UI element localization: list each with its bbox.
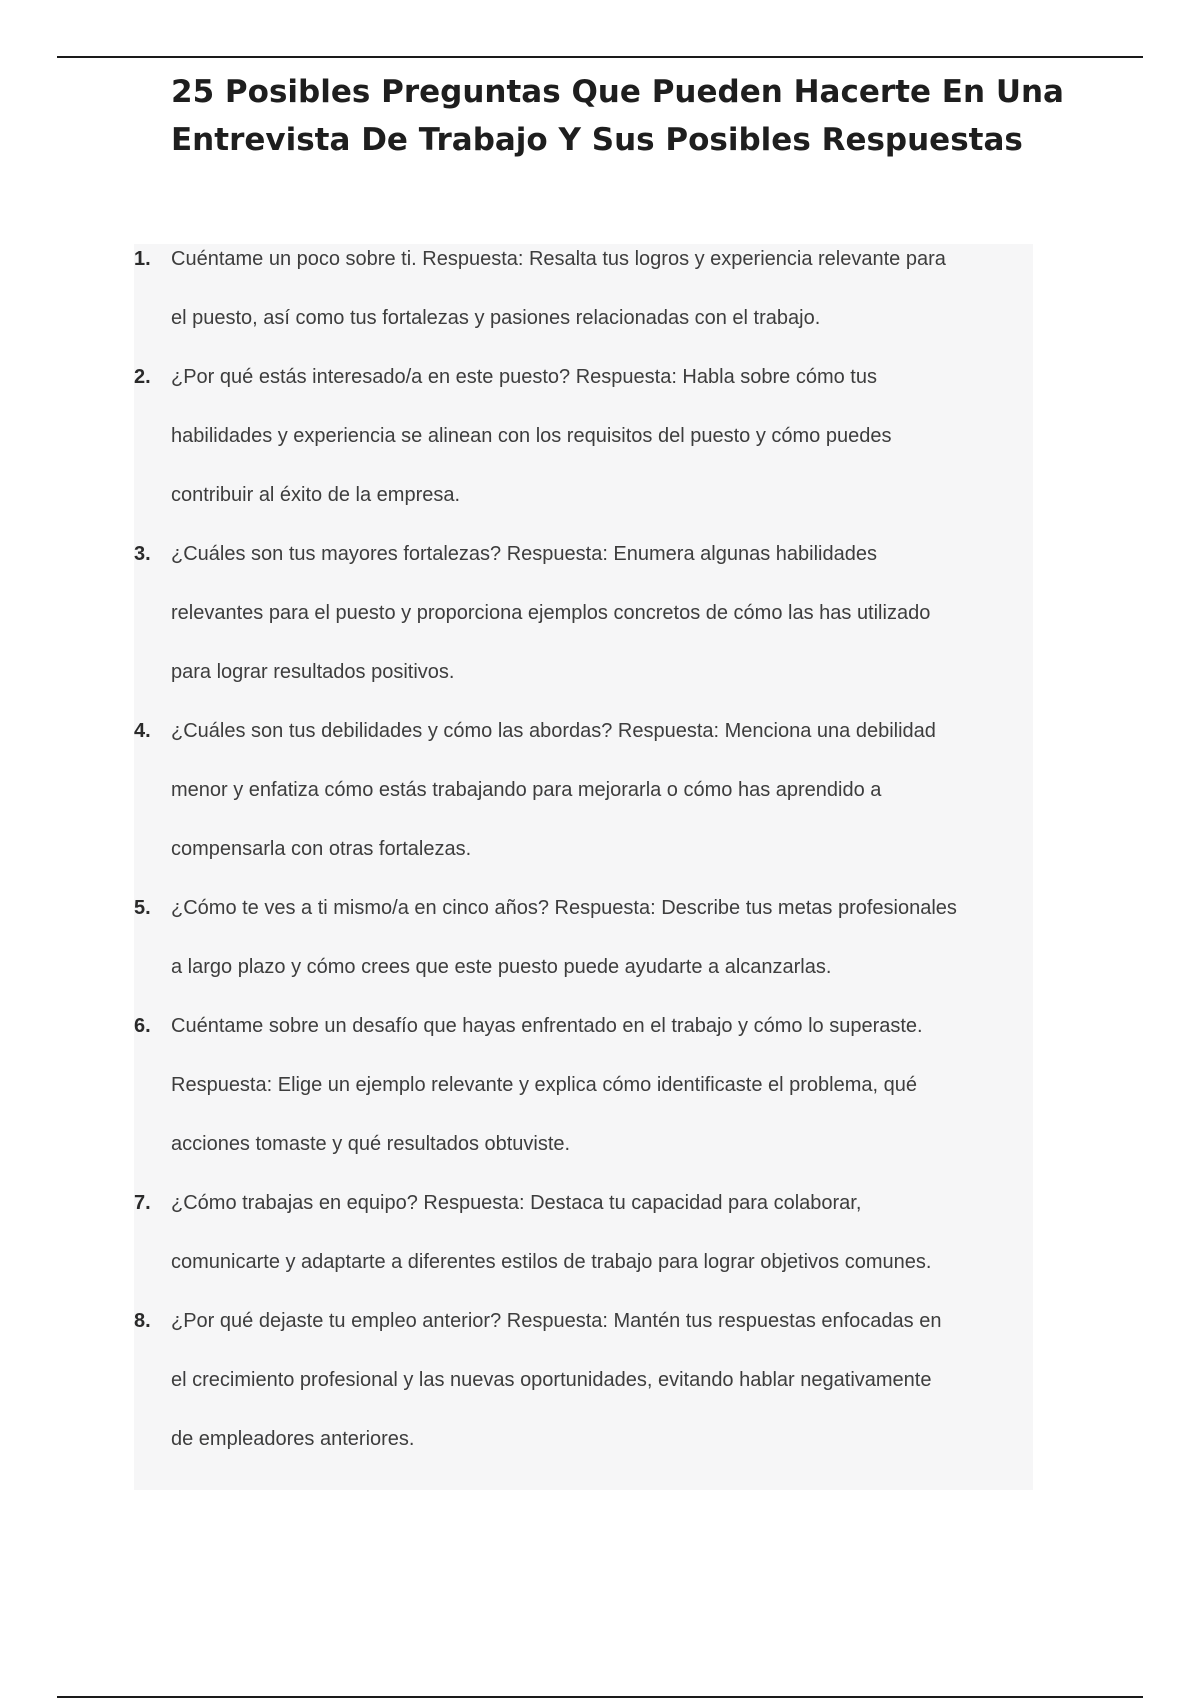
item-line: de empleadores anteriores. [171,1428,415,1450]
item-line: ¿Cuáles son tus mayores fortalezas? Respuesta: Enumera algunas habilidades [171,543,877,565]
item-line: el puesto, así como tus fortalezas y pasiones relacionadas con el trabajo. [171,307,821,329]
item-line: Cuéntame sobre un desafío que hayas enfrentado en el trabajo y cómo lo superaste. [171,1015,923,1037]
item-line: habilidades y experiencia se alinean con los requisitos del puesto y cómo puedes [171,425,892,447]
item-line: relevantes para el puesto y proporciona ejemplos concretos de cómo las has utilizado [171,602,931,624]
item-line: ¿Cómo trabajas en equipo? Respuesta: Destaca tu capacidad para colaborar, [171,1192,862,1214]
item-line: el crecimiento profesional y las nuevas oportunidades, evitando hablar negativamente [171,1369,932,1391]
item-number: 5. [134,897,151,919]
title-line: Entrevista De Trabajo Y Sus Posibles Respuestas [171,122,1023,158]
item-number: 6. [134,1015,151,1037]
top-rule [57,56,1143,58]
item-line: ¿Cómo te ves a ti mismo/a en cinco años? Respuesta: Describe tus metas profesionales [171,897,957,919]
item-line: compensarla con otras fortalezas. [171,838,472,860]
item-number: 8. [134,1310,151,1332]
item-line: para lograr resultados positivos. [171,661,455,683]
item-line: ¿Por qué dejaste tu empleo anterior? Respuesta: Mantén tus respuestas enfocadas en [171,1310,942,1332]
item-line: a largo plazo y cómo crees que este puesto puede ayudarte a alcanzarlas. [171,956,832,978]
item-line: Cuéntame un poco sobre ti. Respuesta: Resalta tus logros y experiencia relevante para [171,248,946,270]
document-title [171,68,1071,164]
item-number: 7. [134,1192,151,1214]
item-line: Respuesta: Elige un ejemplo relevante y explica cómo identificaste el problema, qué [171,1074,917,1096]
questions-list [134,244,1033,1490]
item-line: contribuir al éxito de la empresa. [171,484,461,506]
item-line: comunicarte y adaptarte a diferentes estilos de trabajo para lograr objetivos comunes. [171,1251,932,1273]
item-line: menor y enfatiza cómo estás trabajando para mejorarla o cómo has aprendido a [171,779,882,801]
title-line: 25 Posibles Preguntas Que Pueden Hacerte En Una [171,74,1064,110]
item-number: 4. [134,720,151,742]
item-line: acciones tomaste y qué resultados obtuviste. [171,1133,571,1155]
bottom-rule [57,1696,1143,1698]
item-number: 1. [134,248,151,270]
item-line: ¿Por qué estás interesado/a en este puesto? Respuesta: Habla sobre cómo tus [171,366,877,388]
item-number: 2. [134,366,151,388]
item-number: 3. [134,543,151,565]
item-line: ¿Cuáles son tus debilidades y cómo las abordas? Respuesta: Menciona una debilidad [171,720,936,742]
